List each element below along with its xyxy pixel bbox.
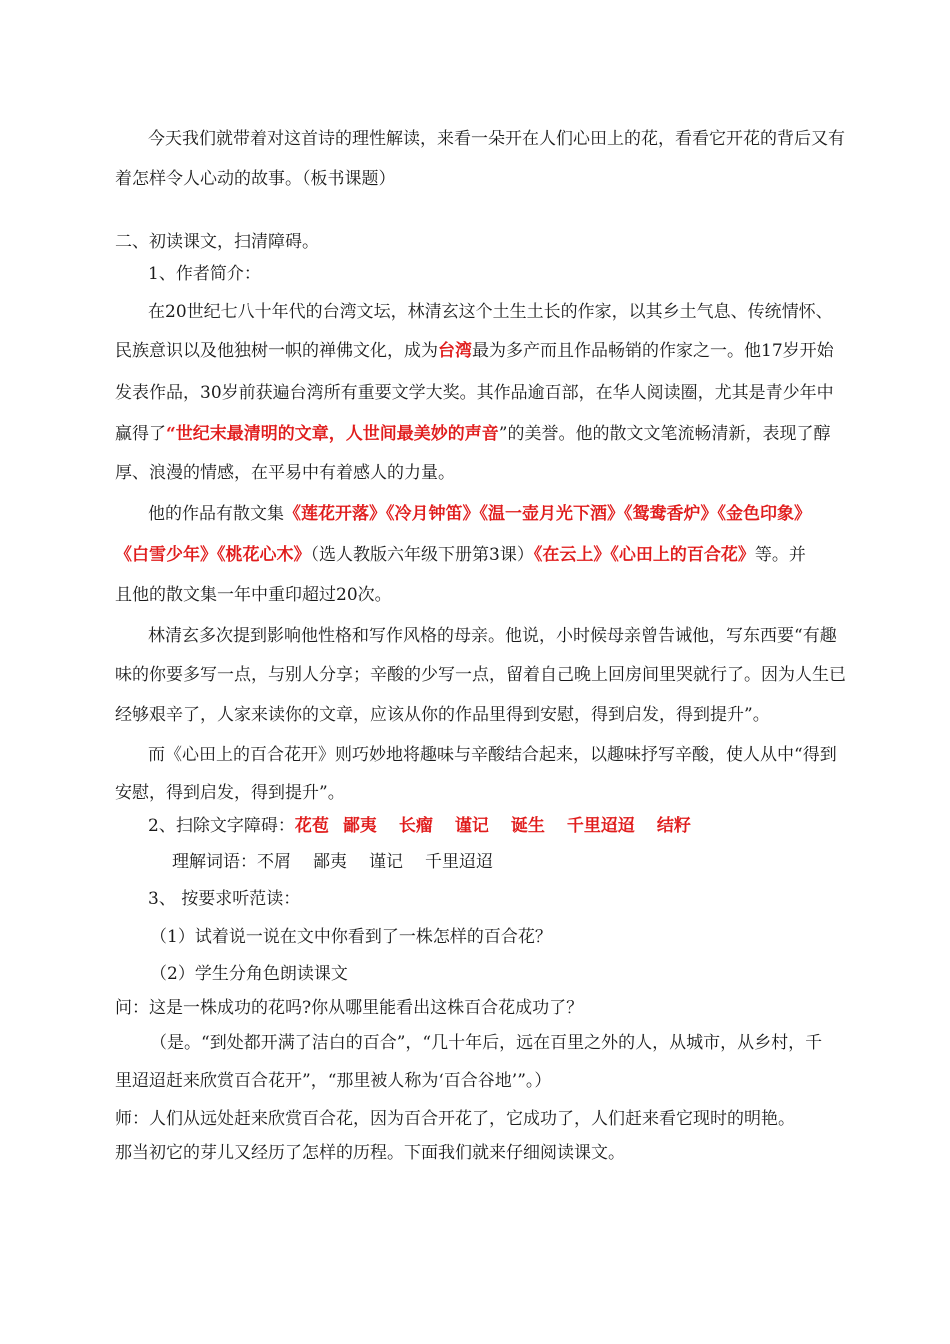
combine-line-1: 而《心田上的百合花开》则巧妙地将趣味与辛酸结合起来，以趣味抒写辛酸，使人从中“得到 — [148, 745, 837, 765]
highlight-praise-quote: “世纪末最清明的文章，人世间最美妙的声音 — [166, 424, 499, 444]
teacher-line: 师：人们从远处赶来欣赏百合花，因为百合开花了，它成功了，人们赶来看它现时的明艳。 — [115, 1109, 795, 1129]
vocab-word: 千里迢迢 — [566, 816, 635, 836]
bio-line-5: 厚、浪漫的情感，在平易中有着感人的力量。 — [115, 463, 455, 483]
highlight-taiwan: 台湾 — [438, 341, 472, 361]
answer-line-1: （是。“到处都开满了洁白的百合”，“几十年后，远在百里之外的人，从城市，从乡村，千 — [150, 1033, 823, 1053]
mother-line-1: 林清玄多次提到影响他性格和写作风格的母亲。他说，小时候母亲曾告诫他，写东西要“有趣 — [148, 626, 837, 646]
sub-question-2: （2）学生分角色朗读课文 — [150, 964, 348, 984]
combine-line-2: 安慰，得到启发，得到提升”。 — [115, 783, 345, 803]
bio-line-1: 在20世纪七八十年代的台湾文坛，林清玄这个土生土长的作家，以其乡土气息、传统情怀、 — [148, 302, 833, 322]
item-1-heading: 1、作者简介： — [148, 264, 261, 284]
sub-question-1: （1）试着说一说在文中你看到了一株怎样的百合花？ — [150, 927, 552, 947]
bio-line-3: 发表作品，30岁前获遍台湾所有重要文学大奖。其作品逾百部，在华人阅读圈，尤其是青少年中 — [115, 383, 834, 403]
vocab-word: 谨记 — [454, 816, 489, 836]
answer-line-2: 里迢迢赶来欣赏百合花开”，“那里被人称为‘百合谷地’”。） — [115, 1071, 552, 1091]
understand-words-line: 理解词语：不屑 鄙夷 谨记 千里迢迢 — [172, 852, 493, 872]
intro-line-1: 今天我们就带着对这首诗的理性解读，来看一朵开在人们心田上的花，看看它开花的背后又有 — [148, 129, 845, 149]
works-line-2: 《白雪少年》《桃花心木》（选人教版六年级下册第3课）《在云上》《心田上的百合花》等。并 — [115, 545, 806, 565]
vocab-word: 长瘤 — [398, 816, 433, 836]
bio-line-2: 民族意识以及他独树一帜的禅佛文化，成为台湾最为多产而且作品畅销的作家之一。他17岁开始 — [115, 341, 834, 361]
highlight-works-list-1: 《莲花开落》《冷月钟笛》《温一壶月光下酒》《鸳鸯香炉》《金色印象》 — [284, 504, 811, 524]
closing-line: 那当初它的芽儿又经历了怎样的历程。下面我们就来仔细阅读课文。 — [115, 1143, 625, 1163]
vocab-word: 结籽 — [656, 816, 691, 836]
intro-line-2: 着怎样令人心动的故事。（板书课题） — [115, 169, 396, 189]
highlight-works-list-2: 《白雪少年》《桃花心木》 — [115, 545, 311, 565]
works-line-3: 且他的散文集一年中重印超过20次。 — [115, 585, 392, 605]
mother-line-2: 味的你要多写一点，与别人分享；辛酸的少写一点，留着自己晚上回房间里哭就行了。因为人生已 — [115, 665, 846, 685]
vocab-word: 诞生 — [510, 816, 545, 836]
item-2-line: 2、扫除文字障碍：花苞 鄙夷 长瘤 谨记 诞生 千里迢迢 结籽 — [148, 816, 691, 836]
vocab-word: 花苞 — [294, 816, 329, 836]
section-2-heading: 二、初读课文，扫清障碍。 — [115, 232, 319, 252]
mother-line-3: 经够艰辛了，人家来读你的文章，应该从你的作品里得到安慰，得到启发，得到提升”。 — [115, 705, 770, 725]
bio-line-4: 赢得了“世纪末最清明的文章，人世间最美妙的声音”的美誉。他的散文文笔流畅清新，表现了醇 — [115, 424, 831, 444]
item-3-heading: 3、 按要求听范读： — [148, 889, 301, 909]
vocab-word: 鄙夷 — [342, 816, 377, 836]
works-line-1: 他的作品有散文集《莲花开落》《冷月钟笛》《温一壶月光下酒》《鸳鸯香炉》《金色印象》 — [148, 504, 811, 524]
highlight-works-list-3: 《在云上》《心田上的百合花》 — [533, 545, 755, 565]
question-line: 问：这是一株成功的花吗?你从哪里能看出这株百合花成功了？ — [115, 998, 584, 1018]
